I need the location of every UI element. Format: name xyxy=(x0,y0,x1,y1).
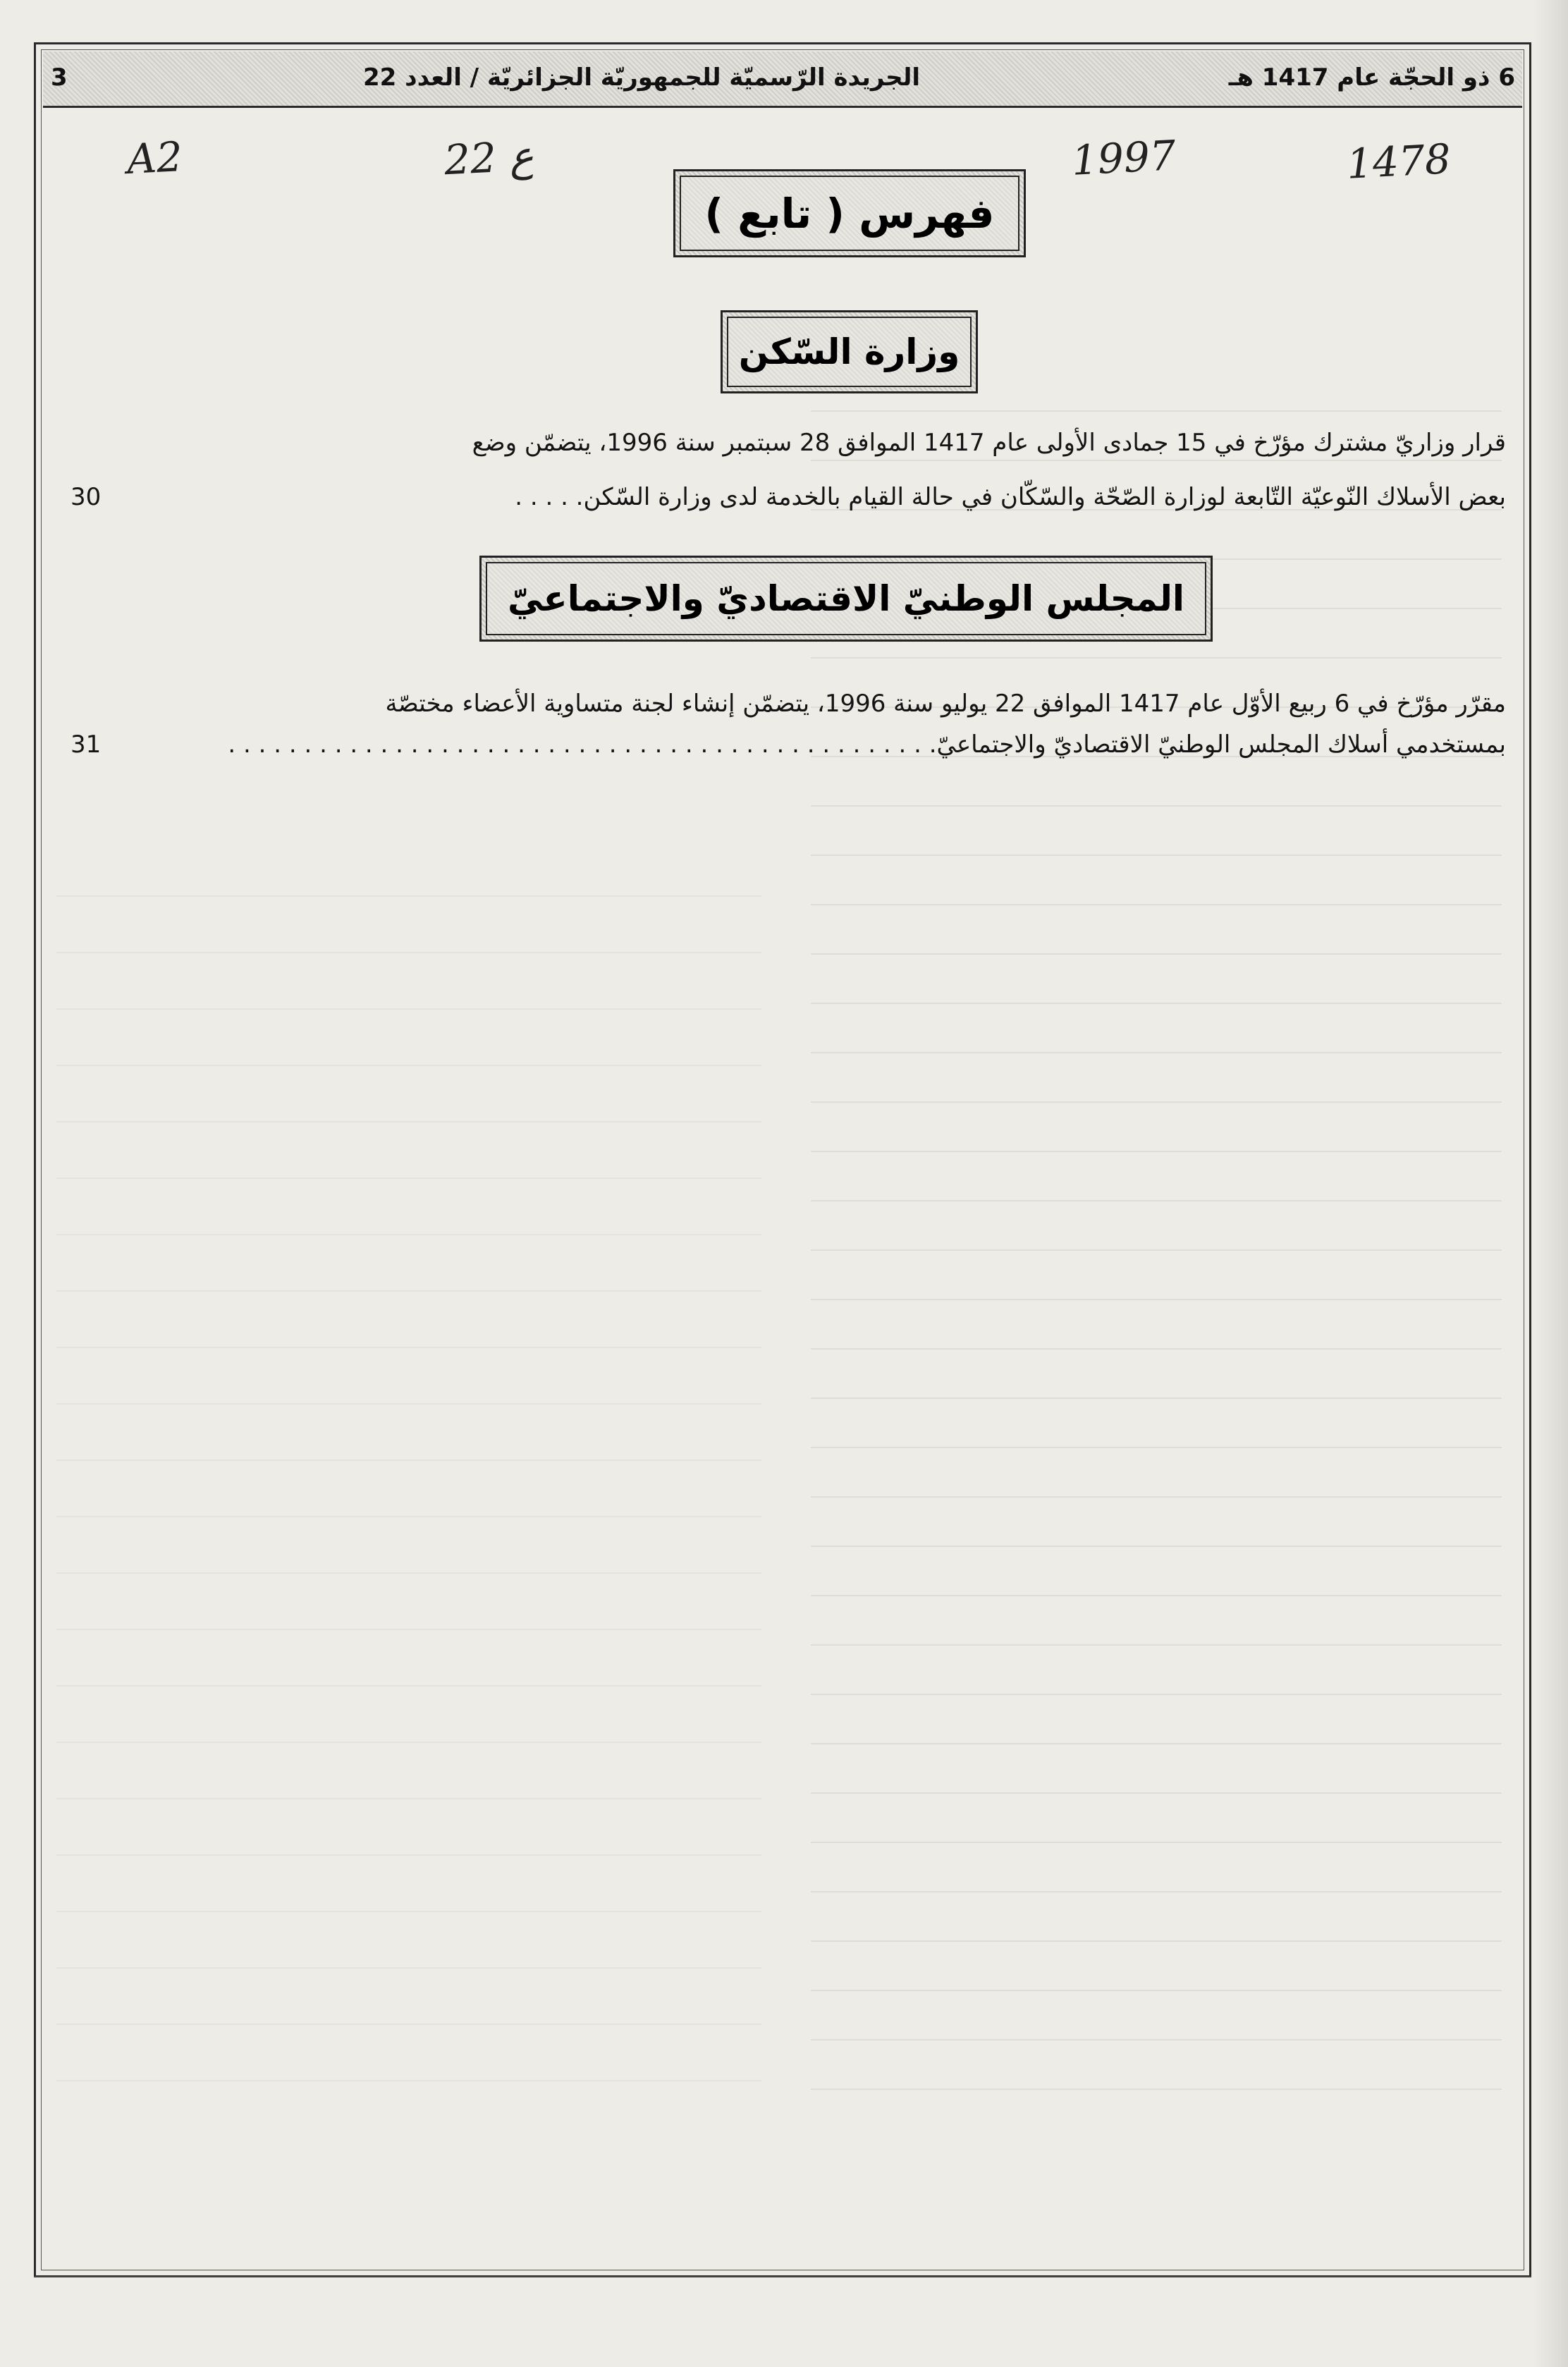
section-heading-box-housing xyxy=(721,310,978,393)
entry-housing-line-1: قرار وزاريّ مشترك مؤرّخ في 15 جمادى الأولى عام 1417 الموافق 28 سبتمبر سنة 1996، يتضمّن وضع xyxy=(472,429,1506,457)
page-edge-shadow xyxy=(1533,0,1568,2367)
header-date: 6 ذو الحجّة عام 1417 هـ xyxy=(1228,63,1515,92)
index-title-box xyxy=(673,169,1026,257)
section-heading-box-cnes xyxy=(479,556,1213,642)
header-page-number: 3 xyxy=(51,63,68,92)
entry-cnes-page: 31 xyxy=(71,730,102,759)
handwritten-note-2: 22 ع xyxy=(443,131,535,185)
section-heading-cnes: المجلس الوطنيّ الاقتصاديّ والاجتماعيّ xyxy=(486,562,1206,635)
entry-housing-line-2: بعض الأسلاك النّوعيّة التّابعة لوزارة الصّحّة والسّكّان في حالة القيام بالخدمة لدى وزارة السّكن. . . . . xyxy=(515,483,1506,511)
handwritten-note-3: 1997 xyxy=(1070,131,1177,185)
handwritten-note-1: A2 xyxy=(125,132,184,184)
handwritten-note-4: 1478 xyxy=(1345,135,1452,188)
entry-cnes-line-1: مقرّر مؤرّخ في 6 ربيع الأوّل عام 1417 الموافق 22 يوليو سنة 1996، يتضمّن إنشاء لجنة متساوية الأعضاء مختصّة xyxy=(385,690,1506,718)
entry-cnes-line-2: بمستخدمي أسلاك المجلس الوطنيّ الاقتصاديّ والاجتماعيّ. . . . . . . . . . . . . . . . . . . . . . . . . . . . . . . . . . . . . . . . . . . . . . . xyxy=(228,730,1506,759)
index-title: فهرس ( تابع ) xyxy=(680,176,1019,251)
section-heading-housing: وزارة السّكن xyxy=(727,317,972,387)
bottom-rule xyxy=(34,2276,1531,2277)
entry-housing-page: 30 xyxy=(71,483,102,511)
journal-title: الجريدة الرّسميّة للجمهوريّة الجزائريّة / العدد 22 xyxy=(362,63,920,92)
